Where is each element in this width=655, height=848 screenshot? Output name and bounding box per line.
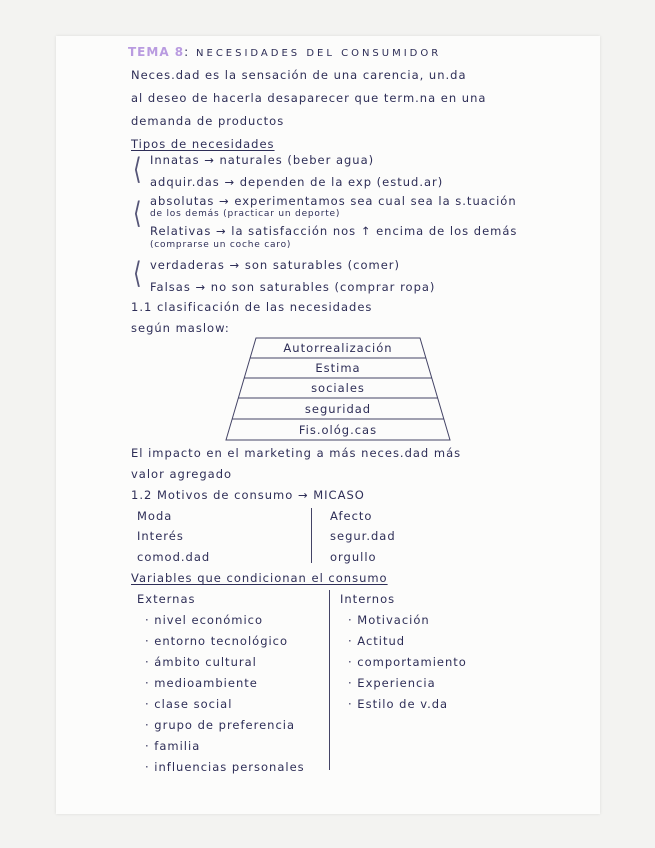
external-item: · grupo de preferencia bbox=[145, 718, 296, 732]
variables-heading: Variables que condicionan el consumo bbox=[131, 571, 388, 585]
type-absolutas-cont: de los demás (practicar un deporte) bbox=[150, 209, 341, 219]
impact-line-1: El impacto en el marketing a más neces.dad más bbox=[131, 446, 462, 460]
type-relativas-cont: (comprarse un coche caro) bbox=[150, 240, 292, 250]
external-item: · familia bbox=[145, 739, 201, 753]
motive-interes: Interés bbox=[137, 529, 184, 543]
definition-line-3: demanda de productos bbox=[131, 114, 285, 128]
external-item: · nivel económico bbox=[145, 613, 264, 627]
brace-group-2: ⟨ bbox=[133, 197, 142, 232]
pyramid-level-seguridad: seguridad bbox=[304, 402, 372, 416]
section-1-2-heading: 1.2 Motivos de consumo → MICASO bbox=[131, 488, 365, 502]
type-innatas: Innatas → naturales (beber agua) bbox=[150, 153, 375, 167]
external-item: · clase social bbox=[145, 697, 233, 711]
pyramid-level-fisiologicas: Fis.ológ.cas bbox=[298, 423, 378, 437]
motive-comodidad: comod.dad bbox=[137, 550, 211, 564]
brace-group-1: ⟨ bbox=[133, 153, 142, 188]
type-absolutas: absolutas → experimentamos sea cual sea la s.tuación bbox=[150, 194, 517, 208]
internal-item: · Motivación bbox=[348, 613, 430, 627]
variables-divider bbox=[329, 590, 330, 770]
internal-item: · Actitud bbox=[348, 634, 406, 648]
title-tema: TEMA 8 bbox=[128, 45, 185, 59]
internal-title: Internos bbox=[340, 592, 396, 606]
title-text: NECESIDADES DEL CONSUMIDOR bbox=[196, 48, 442, 59]
pyramid-level-autorrealizacion: Autorrealización bbox=[283, 341, 393, 355]
motive-moda: Moda bbox=[137, 509, 173, 523]
external-item: · medioambiente bbox=[145, 676, 258, 690]
section-1-1-sub: según maslow: bbox=[131, 321, 230, 335]
external-item: · ámbito cultural bbox=[145, 655, 257, 669]
pyramid-level-estima: Estima bbox=[315, 361, 361, 375]
external-item: · influencias personales bbox=[145, 760, 305, 774]
brace-group-3: ⟨ bbox=[133, 257, 142, 292]
pyramid-level-sociales: sociales bbox=[311, 381, 365, 395]
type-falsas: Falsas → no son saturables (comprar ropa) bbox=[150, 280, 436, 294]
motive-seguridad: segur.dad bbox=[330, 529, 396, 543]
type-verdaderas: verdaderas → son saturables (comer) bbox=[150, 258, 400, 272]
internal-item: · Experiencia bbox=[348, 676, 436, 690]
external-title: Externas bbox=[137, 592, 196, 606]
types-heading: Tipos de necesidades bbox=[131, 137, 275, 151]
definition-line-1: Neces.dad es la sensación de una carencia, un.da bbox=[131, 68, 467, 82]
external-item: · entorno tecnológico bbox=[145, 634, 289, 648]
motives-divider bbox=[311, 508, 312, 563]
type-adquiridas: adquir.das → dependen de la exp (estud.ar) bbox=[150, 175, 444, 189]
type-relativas: Relativas → la satisfacción nos ↑ encima de los demás bbox=[150, 224, 518, 238]
motive-afecto: Afecto bbox=[330, 509, 373, 523]
internal-item: · Estilo de v.da bbox=[348, 697, 449, 711]
motive-orgullo: orgullo bbox=[330, 550, 377, 564]
title-colon: : bbox=[184, 45, 191, 59]
internal-item: · comportamiento bbox=[348, 655, 467, 669]
impact-line-2: valor agregado bbox=[131, 467, 233, 481]
section-1-1-heading: 1.1 clasificación de las necesidades bbox=[131, 300, 373, 314]
definition-line-2: al deseo de hacerla desaparecer que term.na en una bbox=[131, 91, 487, 105]
